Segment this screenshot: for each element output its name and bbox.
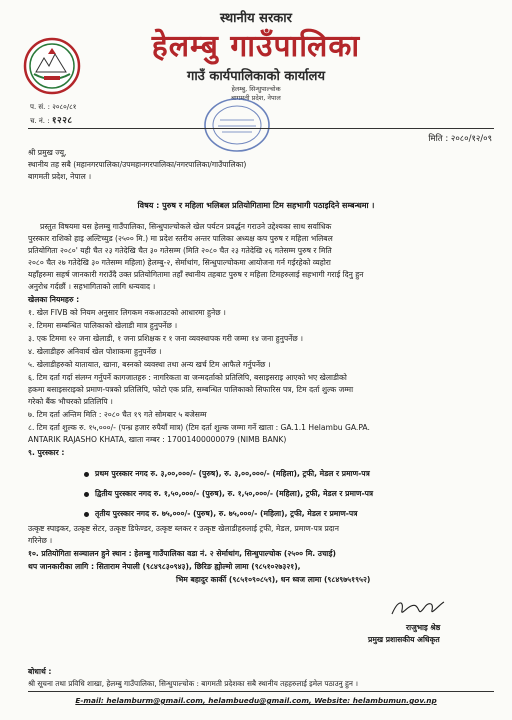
rule-9: ९. पुरस्कार : — [28, 448, 65, 457]
prize-first — [84, 469, 370, 479]
rule-6-line-2: हकमा बसाइसराइको प्रमाण-पत्रको प्रतिलिपि, फोटो एक प्रति, सम्बन्धित पालिकाको सिफारिस पत्र, टिम दर्ता शुल्क जम्मा — [28, 385, 354, 394]
rule-6-line-3: गरेको बैंक भौचरको प्रतिलिपि । — [28, 397, 113, 406]
dispatch-number — [30, 113, 73, 126]
rule-3: ३. एक टिममा १२ जना खेलाडी, १ जना प्रशिक्षक र १ जना व्यवस्थापक गरी जम्मा १४ जना हुनुपर्नेछ । — [28, 334, 303, 343]
cc-text: श्री सूचना तथा प्रविधि शाखा, हेलम्बु गाउँपालिका, सिन्धुपाल्चोक : बागमती प्रदेशका सबै स्थानीय तहहरुलाई इमेल पठाउनु हुन । — [28, 679, 359, 688]
special-awards-line-2: गरिनेछ । — [28, 536, 53, 545]
rule-8-line-2: ANTARIK RAJASHO KHATA, खाता नम्बर : 17001400000079 (NIMB BANK) — [28, 435, 287, 444]
body-line-4: २०८० चैत २७ गतेदेखि ३० गतेसम्म महिला) हेलम्बु-२, सेर्माथांग, सिन्धुपाल्चोकमा आयोजना गर्न गईरहेको व्यहोरा — [28, 258, 331, 267]
rules-heading: खेलका नियमहरु : — [28, 295, 80, 304]
subject-line: विषय : पुरुष र महिला भलिबल प्रतियोगितामा टिम सहभागी पठाइदिने सम्बन्धमा । — [137, 201, 375, 210]
office-name: गाउँ कार्यपालिकाको कार्यालय — [187, 69, 325, 84]
rule-4: ४. खेलाडीहरु अनिवार्य खेल पोशाकमा हुनुपर्नेछ । — [28, 347, 162, 356]
prize-first-text: प्रथम पुरस्कार नगद रु. ३,००,०००/- (पुरुष), रु. ३,००,०००/- (महिला), ट्रफी, मेडल र प्रमाण-पत्र — [95, 469, 370, 478]
recipient-line-2: स्थानीय तह सबै (महानगरपालिका/उपमहानगरपालिका/नगरपालिका/गाउँपालिका) — [28, 160, 247, 169]
rule-8-line-1: ८. टिम दर्ता शुल्क रु. १५,०००/- (पन्ध्र हजार रुपैयाँ मात्र) (टिम दर्ता शुल्क जम्मा गर्ने खाता : GA.1.1 Helambu GA.PA. — [28, 423, 370, 432]
cc-label: बोधार्थ : — [28, 667, 52, 676]
bullet-icon — [84, 472, 89, 477]
body-line-6: अनुरोध गर्दछौं । सहभागिताको लागि धन्यवाद । — [28, 282, 156, 291]
municipality-name: हेलम्बु गाउँपालिका — [151, 29, 361, 64]
dispatch-number-label: च. नं. : — [30, 117, 50, 125]
letter-date: मिति : २०८०/१२/०९ — [428, 134, 492, 144]
handwritten-signature — [388, 596, 448, 620]
venue-line: १०. प्रतियोगिता सञ्चालन हुने स्थान : हेलम्बु गाउँपालिका वडा नं. २ सेर्माथांग, सिन्धुपाल्चोक (२५०० मि. उचाई) — [28, 549, 336, 558]
rule-6-line-1: ६. टिम दर्ता गर्दा संलग्न गर्नुपर्ने कागजातहरु : नागरिकता वा जन्मदर्ताको प्रतिलिपि, बसाइसराइ आएको भए खेलाडीको — [28, 373, 347, 382]
footer-divider — [28, 691, 494, 692]
special-awards-line-1: उत्कृष्ट स्पाइकर, उत्कृष्ट सेटर, उत्कृष्ट डिफेण्डर, उत्कृष्ट ब्लकर र उत्कृष्ट खेलाडीहरुलाई ट्रफी, मेडल, प्रमाण-पत्र प्रदान — [28, 524, 339, 533]
contact-email-line — [0, 696, 512, 705]
signatory-title: प्रमुख प्रशासकीय अधिकृत — [368, 635, 440, 644]
reference-number: प. सं. : २०८०/८१ — [30, 103, 77, 111]
rule-5: ५. खेलाडीहरुको यातायात, खाना, बस्नको व्यवस्था तथा अन्य खर्च टिम आफैले गर्नुपर्नेछ । — [28, 360, 271, 369]
bullet-icon — [84, 492, 89, 497]
rule-7: ७. टिम दर्ता अन्तिम मिति : २०८० चैत १९ गते सोमबार ५ बजेसम्म — [28, 410, 207, 419]
prize-second-text: द्वितीय पुरस्कार नगद रु. १,५०,०००/- (पुरुष), रु. १,५०,०००/- (महिला), ट्रफी, मेडल र प्रमाण-पत्र — [95, 489, 374, 498]
local-government-label: स्थानीय सरकार — [220, 11, 292, 26]
signatory-name: राजुभाइ श्रेष्ठ — [406, 623, 441, 632]
contact-email-text[interactable]: E-mail: helamburm@gmail.com, helambuedu@gmail.com, Website: helambumun.gov.np — [75, 696, 437, 705]
body-line-5: यहाँहरुमा सहर्ष जानकारी गराउँदै उक्त प्रतियोगितामा तहाँ स्थानीय तहबाट पुरुष र महिला टिमहरुलाई सहभागी गराई दिनु हुन — [28, 270, 364, 279]
body-line-3: प्रतियोगिता २०८०' यही चैत २३ गतेदेखि चैत ३० गतेसम्म (मिति २०८० चैत २३ गतेदेखि २६ गतेसम्म पुरुष र मिति — [28, 246, 332, 255]
body-line-1: प्रस्तुत विषयमा यस हेलम्बु गाउँपालिका, सिन्धुपाल्चोकले खेल पर्यटन प्रवर्द्धन गराउने उद्देश्यका साथ सर्वाधिक — [40, 222, 332, 231]
header-divider — [28, 128, 494, 129]
address-line-1: हेलम्बु, सिन्धुपाल्चोक — [231, 85, 281, 93]
address-line-2: बागमती प्रदेश, नेपाल — [231, 94, 281, 102]
recipient-line-1: श्री प्रमुख ज्यू, — [28, 148, 67, 157]
rule-2: २. टिममा सम्बन्धित पालिकाको खेलाडी मात्र हुनुपर्नेछ । — [28, 321, 178, 330]
contact-line-2: भिम बहादुर कार्की (९८५१०९०८५९), धन ध्वज लामा (९८४९७५१९५२) — [176, 575, 371, 584]
bullet-icon — [84, 512, 89, 517]
office-seal-icon — [202, 96, 272, 154]
prize-third-text: तृतीय पुरस्कार नगद रु. ७५,०००/- (पुरुष), रु. ७५,०००/- (महिला), ट्रफी, मेडल र प्रमाण-पत्र — [95, 509, 358, 518]
recipient-line-3: बागमती प्रदेश, नेपाल । — [28, 172, 92, 181]
rule-1: १. खेल FIVB को नियम अनुसार लिगकम नकआउटको आधारमा हुनेछ । — [28, 308, 226, 317]
dispatch-number-value: १२२८ — [51, 116, 73, 126]
prize-third — [84, 509, 357, 519]
prize-second — [84, 489, 373, 499]
contact-line-1: थप जानकारीका लागि : सिताराम नेपाली (९८४९८३०९४३), छिरिङ ह्योल्मो लामा (९८५१०२७३२१), — [28, 562, 301, 571]
body-line-2: पुरस्कार राशिको हाइ अल्टिच्युड (२५०० मि.) मा प्रदेश स्तरीय अन्तर पालिका अध्यक्ष कप पुरुष र महिला भलिबल — [28, 234, 333, 243]
